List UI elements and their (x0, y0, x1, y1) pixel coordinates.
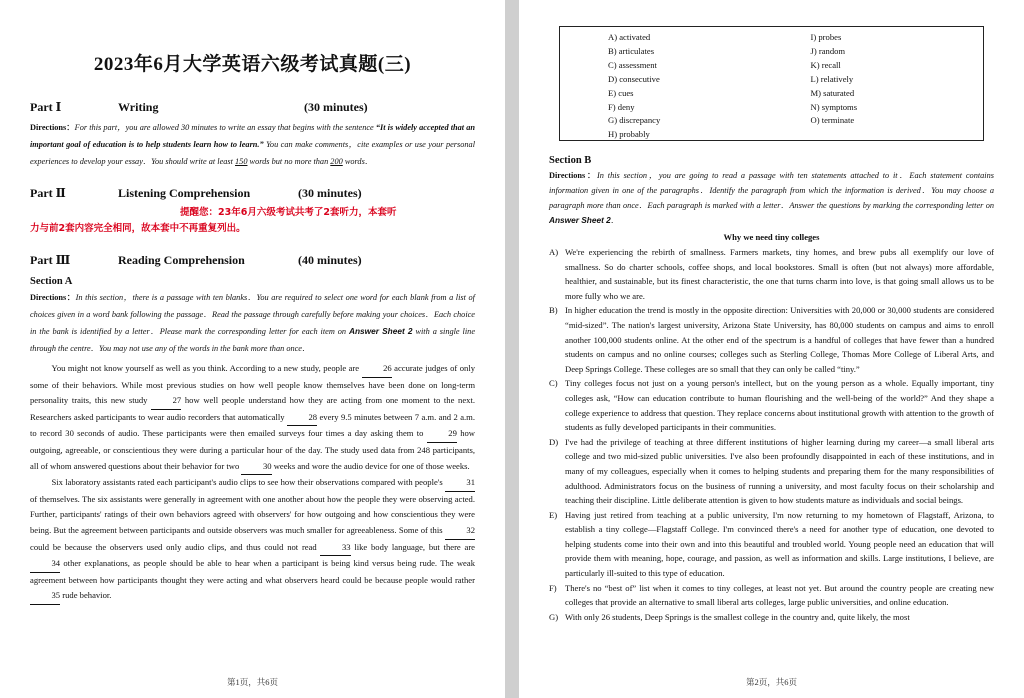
writing-directions (30, 119, 475, 170)
document-page-1 (0, 0, 505, 698)
directions-text: In this section，you are going to read a passage with ten statements attached to it．Each statement contains information given in one of the paragraphs．Identify the paragraph from which the information is derived．You may choose a paragraph more than once．Each paragraph is marked with a letter．Answer the questions by marking the corresponding letter on (549, 171, 994, 210)
part-3-heading (30, 253, 475, 268)
part-name: Listening Comprehension (118, 186, 251, 200)
part-number: Part Ⅱ (30, 186, 66, 200)
note-line: 力与前2套内容完全相同，故本套中不再重复列出。 (30, 223, 246, 234)
blank-28: 28 (287, 410, 317, 427)
word-bank-item: G) discrepancy (608, 115, 661, 126)
part-name: Reading Comprehension (118, 253, 245, 267)
blank-32: 32 (445, 523, 475, 540)
article-paragraph (549, 376, 994, 434)
blank-27: 27 (151, 393, 181, 410)
directions-label: Directions： (30, 123, 75, 132)
blank-33: 33 (320, 540, 350, 557)
section-a-heading: Section A (30, 276, 73, 287)
max-words: 200 (330, 157, 343, 166)
article-paragraph (549, 610, 994, 625)
paragraph-text: Having just retired from teaching at a public university, I'm now returning to my hometown of Flagstaff, Arizona, to establish a tiny college—Flagstaff College. I'm convinced there's a need for another type of education, one devoted to helping students come into their own and into this beautiful and troubled world. Young people need an education that will provide them with meaning, hope, courage, and passion, as well as information and skills. Large institutions, I believe, are particularly ill-suited to this type of education. (565, 509, 994, 579)
part-time: (30 minutes) (304, 100, 368, 114)
part-2-heading (30, 186, 475, 201)
paragraph-text: I've had the privilege of teaching at three different institutions of higher learning during my career—a small liberal arts college and two mid-sized public universities. I've also been profoundly disappointed in each of these institutions, and in many of my colleagues, especially when it comes to helping students and preparing them for the many responsibilities of adulthood. Administrators focus on the business of running a university, and most faculty focus on their scholarship and teaching their discipline. Little deliberate attention is given to how students mature as individuals and social beings. (565, 436, 994, 506)
part-time: (40 minutes) (298, 253, 362, 267)
directions-text: words． (342, 157, 374, 166)
page-footer: 第2页，共6页 (745, 677, 797, 687)
word-bank-item: H) probably (608, 129, 650, 140)
word-bank (559, 26, 984, 141)
directions-label: Directions： (549, 171, 598, 180)
word-bank-item: D) consecutive (608, 73, 660, 84)
word-bank-item: N) symptoms (810, 101, 858, 112)
article-paragraph (549, 245, 994, 303)
article-paragraph (549, 581, 994, 610)
listening-note (30, 205, 475, 237)
word-bank-item: I) probes (810, 32, 842, 42)
document-page-2 (519, 0, 1024, 698)
directions-label: Directions： (30, 293, 76, 302)
paragraph-text: Tiny colleges focus not just on a young person's intellect, but on the young person as a whole. Equally important, tiny colleges ask, “How can education contribute to human flourishing and the well-being of the world?” And they shape a college experience to address that question. They replace concerns about institutional growth with attention to the growth of students as fully developed participants in their communities. (565, 378, 994, 433)
word-bank-item: L) relatively (810, 73, 854, 84)
blank-34: 34 (30, 556, 60, 573)
section-a-directions (30, 289, 475, 357)
answer-sheet-ref: Answer Sheet 2 (349, 326, 413, 336)
word-bank-item: F) deny (608, 101, 635, 112)
min-words: 150 (235, 157, 248, 166)
paragraph-label: G) (549, 611, 559, 622)
directions-text: For this part，you are allowed 30 minutes to write an essay that begins with the sentence (74, 123, 374, 132)
section-b-heading: Section B (549, 155, 592, 166)
part-1-heading (30, 100, 475, 115)
blank-30: 30 (241, 459, 271, 476)
word-bank-item: O) terminate (810, 115, 855, 126)
passage-paragraph: Six laboratory assistants rated each participant's audio clips to see how their observations compared with people's 31 of themselves. The six assistants were generally in agreement with one another about how the people they were observing acted. Further, participants' ratings of their own behaviors agreed with observers' for how outgoing and how conscientious they were being. But the agreement between participants and outside observers was much smaller for agreeableness. Some of this 32 could be because the observers used only audio clips, and thus could not read 33 like body language, but there are 34 other explanations, as people should be able to hear when a participant is being kind versus being rude. The weak agreement between how participants thought they were acting and what observers heard could be because people would rather 35 rude behavior. (30, 475, 475, 605)
paragraph-text: In higher education the trend is mostly in the opposite direction: Universities with 20,000 or 30,000 students are considered “mid-sized”. The nation's largest university, Arizona State University, has 80,000 students on campus and aims to enroll another 100,000 students online. At the other end of the spectrum is a handful of colleges that have fewer than a hundred students on campus and no online courses; colleges such as Sterling College, Thomas More College of Liberal Arts, and Deep Springs College. These colleges are so small that they can only be called “tiny.” (565, 305, 994, 374)
answer-sheet-ref: Answer Sheet 2 (549, 215, 611, 225)
prompt-sentence: “It is widely accepted that an important goal of education is to help students learn how to learn.” (30, 123, 475, 149)
word-bank-right-column (781, 31, 984, 134)
paragraph-label: A) (549, 247, 559, 257)
blank-26: 26 (362, 361, 392, 378)
paragraph-text: There's no “best of” list when it comes to tiny colleges, at least not yet. But around the country people are creating new colleges that provide an alternative to small liberal arts colleges, large public universities, and online education. (565, 582, 994, 608)
article-paragraph (549, 303, 994, 376)
paragraph-text: We're experiencing the rebirth of smallness. Farmers markets, tiny homes, and brew pubs all exemplify our love of smallness. So do charter schools, coffee shops, and local bookstores. Small is often (but not always) more affordable, healthier, and sustainable, but its finest characteristic, the one that turns charm into love, is that going small allows us to be more fully who we are. (565, 247, 994, 301)
word-bank-left-column (560, 31, 781, 140)
word-bank-item: C) assessment (608, 59, 657, 70)
blank-31: 31 (445, 475, 475, 492)
paragraph-label: B) (549, 305, 558, 316)
directions-text: words but no more than (247, 157, 331, 166)
note-line: 提醒您：23年6月六级考试共考了2套听力，本套听 (180, 207, 397, 218)
part-time: (30 minutes) (298, 186, 362, 200)
word-bank-item: K) recall (810, 59, 841, 70)
section-b-directions (549, 168, 994, 228)
passage-paragraph: You might not know yourself as well as you think. According to a new study, people are 26 accurate judges of only some of their behaviors. While most previous studies on how well people know themselves have been done on long-term personality traits, this new study 27 how well people understand how they are acting from one moment to the next. Researchers asked participants to wear audio recorders that automatically 28 every 9.5 minutes between 7 a.m. and 2 a.m. to record 30 seconds of audio. These participants were then emailed surveys four times a day asking them to 29 how outgoing, agreeable, or conscientious they were during a particular hour of the day. The study used data from 248 participants, all of whom answered questions about their behavior for two 30 weeks and wore the audio device for one of those weeks. (30, 361, 475, 475)
directions-text: with a single line through the centre．You may not use any of the words in the bank more than once． (30, 327, 475, 353)
blank-29: 29 (427, 426, 457, 443)
word-bank-item: E) cues (608, 87, 634, 98)
page-footer: 第1页，共6页 (226, 677, 278, 687)
word-bank-item: A) activated (608, 32, 651, 42)
exam-title: 2023年6月大学英语六级考试真题(三) (93, 54, 412, 75)
directions-text: You can make comments，cite examples or use your personal experiences to develop your essay．You should write at least (30, 140, 475, 166)
paragraph-label: F) (549, 582, 557, 593)
part-number: Part Ⅰ (30, 100, 62, 114)
word-bank-item: J) random (810, 45, 846, 56)
word-bank-item: M) saturated (810, 87, 855, 98)
part-name: Writing (118, 100, 159, 114)
paragraph-label: E) (549, 509, 558, 520)
directions-text: ． (610, 216, 620, 225)
paragraph-label: D) (549, 436, 559, 447)
passage (30, 361, 475, 605)
paragraph-label: C) (549, 378, 558, 389)
article-title: Why we need tiny colleges (723, 232, 820, 242)
article-paragraphs (549, 245, 994, 624)
directions-text: In this section，there is a passage with ten blanks．You are required to select one word for each blank from a list of choices given in a word bank following the passage．Read the passage through carefully before making your choices．Each choice in the bank is identified by a letter．Please mark the corresponding letter for each item on (30, 293, 475, 336)
paragraph-text: With only 26 students, Deep Springs is the smallest college in the country and, quite likely, the most (565, 611, 910, 622)
word-bank-item: B) articulates (608, 45, 655, 56)
page-gap (505, 0, 519, 698)
article-paragraph (549, 508, 994, 581)
blank-35: 35 (30, 588, 60, 605)
article-paragraph (549, 435, 994, 508)
part-number: Part Ⅲ (30, 253, 71, 267)
